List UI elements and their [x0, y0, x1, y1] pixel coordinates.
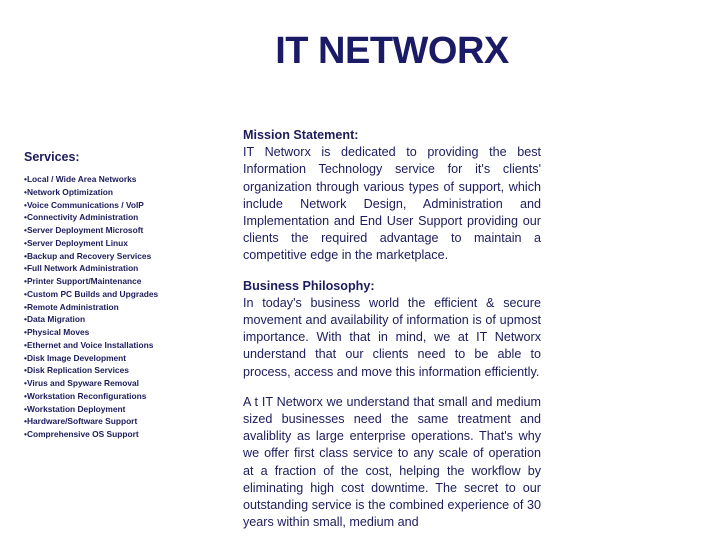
- service-item: • Hardware/Software Support: [24, 415, 224, 428]
- service-item: • Printer Support/Maintenance: [24, 275, 224, 288]
- service-item: • Comprehensive OS Support: [24, 428, 224, 441]
- closing-text: A t IT Networx we understand that small and medium sized businesses need the same treatment and avaliblity as large enterprise operations. That's why we offer first class service to any scale of operation at a fraction of the cost, helping the workflow by eliminating high cost downtime. The secret to our outstanding service is the combined experience of 30 years within small, medium and: [243, 394, 541, 530]
- service-item: • Voice Communications / VoIP: [24, 199, 224, 212]
- service-item: • Remote Administration: [24, 301, 224, 314]
- service-item: • Backup and Recovery Services: [24, 250, 224, 263]
- services-sidebar: [24, 150, 224, 441]
- service-item: • Local / Wide Area Networks: [24, 173, 224, 186]
- service-item: • Server Deployment Linux: [24, 237, 224, 250]
- service-item: • Data Migration: [24, 313, 224, 326]
- services-heading: Services:: [24, 150, 80, 164]
- site-title: IT NETWORX: [275, 30, 509, 72]
- service-item: • Disk Replication Services: [24, 364, 224, 377]
- service-item: • Custom PC Builds and Upgrades: [24, 288, 224, 301]
- services-list: [24, 173, 224, 441]
- service-item: • Disk Image Development: [24, 352, 224, 365]
- service-item: • Full Network Administration: [24, 262, 224, 275]
- philosophy-text: In today's business world the efficient & secure movement and availability of information is of upmost importance. With that in mind, we at IT Networx understand that our clients need to be able to process, access and move this information efficiently.: [243, 295, 541, 379]
- service-item: • Network Optimization: [24, 186, 224, 199]
- mission-heading: Mission Statement:: [243, 128, 359, 142]
- mission-text: IT Networx is dedicated to providing the best Information Technology service for it's clients' organization through various types of support, which include Network Design, Administration and Implementation and End User Support providing our clients the required advantage to maintain a competitive edge in the marketplace.: [243, 145, 541, 263]
- service-item: • Ethernet and Voice Installations: [24, 339, 224, 352]
- service-item: • Physical Moves: [24, 326, 224, 339]
- philosophy-heading: Business Philosophy:: [243, 278, 375, 293]
- service-item: • Virus and Spyware Removal: [24, 377, 224, 390]
- service-item: • Workstation Deployment: [24, 403, 224, 416]
- service-item: • Server Deployment Microsoft: [24, 224, 224, 237]
- main-content: [243, 127, 541, 544]
- service-item: • Workstation Reconfigurations: [24, 390, 224, 403]
- service-item: • Connectivity Administration: [24, 211, 224, 224]
